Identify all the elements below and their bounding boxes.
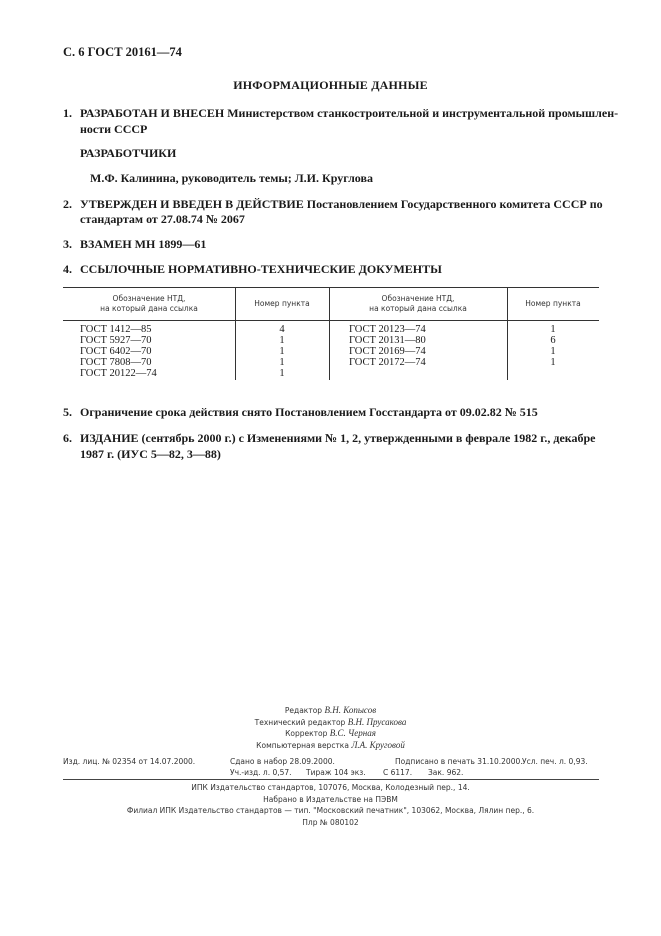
branch-line: Филиал ИПК Издательство стандартов — тип. "Московский печатник", 103062, Москва, Лялин пер., 6.: [126, 806, 535, 815]
credit-name: В.С. Черная: [329, 728, 376, 738]
publisher-line: ИПК Издательство стандартов, 107076, Москва, Колодезный пер., 14.: [191, 783, 470, 792]
table-cell: 1: [279, 335, 285, 346]
signed-to-print: Подписано в печать 31.10.2000.: [395, 757, 523, 766]
section-number: 2.: [63, 197, 72, 211]
publisher-info: [0, 782, 661, 828]
table-cell: ГОСТ 5927—70: [80, 335, 152, 346]
header-line: Обозначение НТД,: [381, 294, 455, 303]
table-header-item: Номер пункта: [254, 299, 310, 308]
order-number: Зак. 962.: [428, 768, 464, 777]
plr-line: Плр № 080102: [302, 817, 359, 827]
section-4: [63, 262, 442, 277]
imprint-credits: [0, 705, 661, 751]
table-cell: ГОСТ 20169—74: [349, 346, 426, 357]
section-text: Министерством станкостроительной и инструментальной промышлен-: [224, 106, 619, 120]
right-docs-column: [349, 324, 426, 368]
table-cell: 1: [550, 357, 556, 368]
sent-to-set: Сдано в набор 28.09.2000.: [230, 757, 335, 766]
table-cell: 1: [279, 357, 285, 368]
right-items-column: [507, 324, 599, 368]
header-line: на который дана ссылка: [100, 304, 198, 313]
section-3: [63, 237, 206, 252]
credit-label: Компьютерная верстка: [256, 740, 349, 750]
tech-editor-line: [0, 717, 661, 729]
table-top-rule: [63, 287, 599, 288]
section-1-cont: ности СССР: [80, 122, 148, 136]
table-cell: ГОСТ 6402—70: [80, 346, 152, 357]
developers-names: М.Ф. Калинина, руководитель темы; Л.И. Круглова: [90, 171, 373, 185]
page-title: ИНФОРМАЦИОННЫЕ ДАННЫЕ: [233, 78, 428, 92]
credit-label: Корректор: [285, 729, 328, 738]
header-line: Обозначение НТД,: [112, 294, 186, 303]
page-header: С. 6 ГОСТ 20161—74: [63, 45, 182, 59]
left-items-column: [235, 324, 329, 379]
print-sheets: Усл. печ. л. 0,93.: [522, 757, 588, 766]
section-text: ВЗАМЕН МН 1899—61: [80, 237, 207, 251]
table-cell: 6: [550, 335, 556, 346]
table-header-item: Номер пункта: [525, 299, 581, 308]
section-5: [63, 405, 538, 420]
section-lead: УТВЕРЖДЕН И ВВЕДЕН В ДЕЙСТВИЕ: [80, 197, 304, 211]
section-text: Постановлением Государственного комитета СССР по: [303, 197, 603, 211]
table-cell: 1: [550, 346, 556, 357]
table-cell: 1: [550, 324, 556, 335]
section-lead: РАЗРАБОТАН И ВНЕСЕН: [80, 106, 225, 120]
table-header-doc: [63, 294, 235, 314]
credit-label: Редактор: [284, 706, 323, 715]
imprint-rule: [63, 779, 599, 780]
credit-name: В.Н. Прусакова: [347, 716, 407, 727]
section-1: [63, 106, 618, 121]
corrector-line: [0, 728, 661, 740]
section-number: 1.: [63, 106, 72, 120]
pub-sheets: Уч.-изд. л. 0,57.: [230, 768, 292, 777]
print-run: Тираж 104 экз.: [306, 768, 366, 777]
section-number: 6.: [63, 431, 72, 445]
table-cell: 1: [279, 346, 285, 357]
section-number: 4.: [63, 262, 72, 276]
c-number: С 6117.: [383, 768, 413, 777]
table-cell: ГОСТ 7808—70: [80, 357, 152, 368]
header-line: на который дана ссылка: [369, 304, 467, 313]
section-6: [63, 431, 596, 446]
table-header-doc: [329, 294, 507, 314]
section-6-cont: 1987 г. (ИУС 5—82, 3—88): [80, 447, 221, 461]
table-cell: 1: [279, 368, 285, 379]
table-cell: 4: [279, 324, 285, 335]
developers-label: РАЗРАБОТЧИКИ: [80, 146, 177, 160]
table-cell: ГОСТ 20172—74: [349, 357, 426, 368]
credit-name: В.Н. Копысов: [324, 705, 377, 715]
license-info: Изд. лиц. № 02354 от 14.07.2000.: [63, 757, 196, 766]
section-lead: ИЗДАНИЕ: [80, 431, 139, 445]
credit-label: Технический редактор: [254, 717, 346, 727]
table-header-rule: [63, 320, 599, 321]
table-cell: ГОСТ 20122—74: [80, 368, 157, 379]
section-number: 3.: [63, 237, 72, 251]
section-text: ССЫЛОЧНЫЕ НОРМАТИВНО-ТЕХНИЧЕСКИЕ ДОКУМЕНТЫ: [80, 262, 442, 276]
section-text: (сентябрь 2000 г.) с Изменениями № 1, 2, утвержденными в феврале 1982 г., декабре: [138, 431, 596, 445]
layout-line: [0, 740, 661, 752]
references-table: [63, 287, 599, 380]
table-cell: ГОСТ 1412—85: [80, 324, 152, 335]
section-number: 5.: [63, 405, 72, 419]
credit-name: Л.А. Круговой: [351, 739, 405, 750]
table-cell: ГОСТ 20131—80: [349, 335, 426, 346]
section-2-cont: стандартам от 27.08.74 № 2067: [80, 212, 245, 226]
left-docs-column: [80, 324, 157, 379]
table-cell: ГОСТ 20123—74: [349, 324, 426, 335]
section-2: [63, 197, 603, 212]
section-text: Ограничение срока действия снято Постановлением Госстандарта от 09.02.82 № 515: [80, 405, 538, 419]
typeset-line: Набрано в Издательстве на ПЭВМ: [263, 794, 398, 804]
editor-line: [0, 705, 661, 717]
